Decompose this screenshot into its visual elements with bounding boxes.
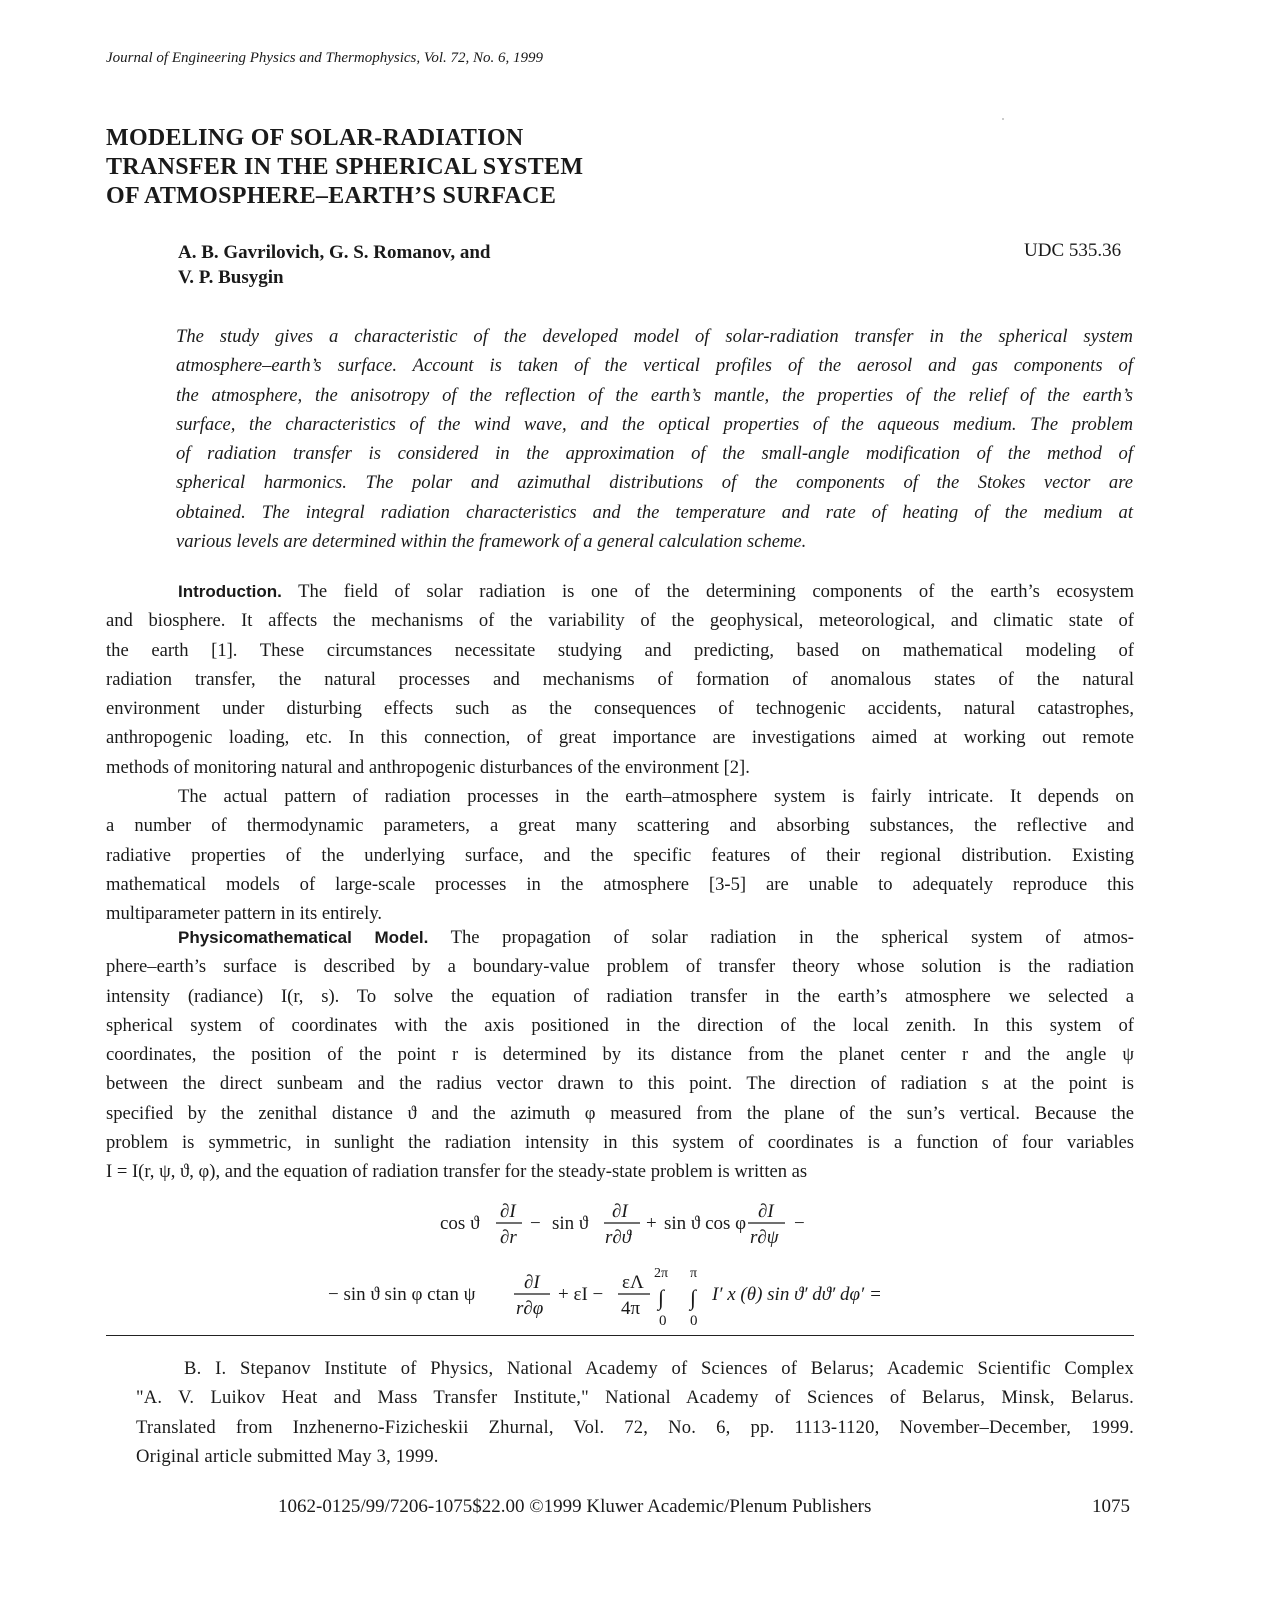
intro-line: the earth [1]. These circumstances necessitate studying and predicting, based on mathematical modeling of <box>106 639 1134 661</box>
footnote-line: Original article submitted May 3, 1999. <box>136 1445 439 1467</box>
article-title <box>106 124 583 211</box>
title-line: MODELING OF SOLAR-RADIATION <box>106 125 524 151</box>
eq-int1-bottom: 0 <box>659 1313 667 1329</box>
abstract-line: spherical harmonics. The polar and azimuthal distributions of the components of the Stokes vector are <box>176 472 1133 494</box>
abstract-line: of radiation transfer is considered in the approximation of the small-angle modification of the method of <box>176 443 1133 465</box>
equation-line-2 <box>328 1263 928 1329</box>
model-line: coordinates, the position of the point r is determined by its distance from the planet center r and the angle ψ <box>106 1044 1134 1066</box>
scan-speck <box>1002 118 1004 120</box>
eq-plus-1: + <box>646 1213 657 1234</box>
eq-minus-1: − <box>530 1213 541 1234</box>
eq-dI-4: ∂I <box>524 1272 540 1293</box>
title-line: OF ATMOSPHERE–EARTH’S SURFACE <box>106 183 557 209</box>
para2-line: radiative properties of the underlying surface, and the specific features of their regional distribution. Existing <box>106 844 1134 866</box>
eq-eps-num: εΛ <box>622 1272 644 1293</box>
model-first-text: The propagation of solar radiation in the spherical system of atmos- <box>428 927 1134 948</box>
intro-first-line <box>106 577 1134 606</box>
footnote-divider <box>106 1335 1134 1336</box>
footnote-line: B. I. Stepanov Institute of Physics, National Academy of Sciences of Belarus; Academic Scientific Complex <box>184 1358 1134 1379</box>
model-first-line <box>106 923 1134 952</box>
abstract-line: various levels are determined within the framework of a general calculation scheme. <box>176 531 807 553</box>
second-paragraph <box>106 782 1134 928</box>
abstract <box>176 322 1133 556</box>
para2-line: mathematical models of large-scale processes in the atmosphere [3-5] are unable to adequately reproduce this <box>106 873 1134 895</box>
abstract-line: atmosphere–earth’s surface. Account is taken of the vertical profiles of the aerosol and gas components of <box>176 355 1133 377</box>
equation-line-1 <box>440 1197 840 1257</box>
eq-minus-2: − <box>794 1213 805 1234</box>
para2-line: The actual pattern of radiation processes in the earth–atmosphere system is fairly intricate. It depends on <box>178 786 1134 807</box>
intro-line: anthropogenic loading, etc. In this connection, of great importance are investigations aimed at working out remote <box>106 727 1134 749</box>
eq-int2-top: π <box>690 1266 698 1281</box>
introduction-paragraph <box>106 577 1134 782</box>
model-line: between the direct sunbeam and the radius vector drawn to this point. The direction of radiation s at the point is <box>106 1073 1134 1095</box>
eq-dI-3: ∂I <box>758 1201 774 1222</box>
abstract-line: the atmosphere, the anisotropy of the reflection of the earth’s mantle, the properties of the relief of the earth’s <box>176 384 1133 406</box>
eq-integrand: I′ x (θ) sin ϑ′ dϑ′ dφ′ = <box>712 1284 882 1305</box>
model-line: spherical system of coordinates with the axis positioned in the direction of the local zenith. In this system of <box>106 1014 1134 1036</box>
footnote <box>136 1354 1134 1471</box>
eq-dr: ∂r <box>500 1227 517 1248</box>
eq-dI-2: ∂I <box>612 1201 628 1222</box>
udc-code: UDC 535.36 <box>1024 240 1122 261</box>
model-paragraph <box>106 923 1134 1187</box>
eq-sin: sin ϑ <box>552 1213 589 1234</box>
author-line: V. P. Busygin <box>178 267 284 288</box>
para2-line: multiparameter pattern in its entirely. <box>106 903 383 925</box>
eq-eps-den: 4π <box>621 1298 641 1319</box>
authors <box>178 240 491 290</box>
intro-first-text: The field of solar radiation is one of the determining components of the earth’s ecosystem <box>281 581 1134 602</box>
para2-line: a number of thermodynamic parameters, a great many scattering and absorbing substances, the reflective and <box>106 815 1134 837</box>
abstract-line: obtained. The integral radiation characteristics and the temperature and rate of heating of the medium at <box>176 501 1133 523</box>
model-line: I = I(r, ψ, ϑ, φ), and the equation of radiation transfer for the steady-state problem is written as <box>106 1161 808 1183</box>
intro-line: and biosphere. It affects the mechanisms of the variability of the geophysical, meteorological, and climatic state of <box>106 610 1134 632</box>
intro-line: environment under disturbing effects such as the consequences of technogenic accidents, natural catastrophes, <box>106 698 1134 720</box>
intro-line: radiation transfer, the natural processes and mechanisms of formation of anomalous states of the natural <box>106 668 1134 690</box>
model-line: problem is symmetric, in sunlight the radiation intensity in this system of coordinates is a function of four variables <box>106 1132 1134 1154</box>
abstract-line: surface, the characteristics of the wind wave, and the optical properties of the aqueous medium. The problem <box>176 413 1133 435</box>
intro-heading: Introduction. <box>178 582 282 601</box>
model-heading: Physicomathematical Model. <box>178 928 429 947</box>
eq-cos: cos ϑ <box>440 1213 480 1234</box>
author-line: A. B. Gavrilovich, G. S. Romanov, and <box>178 242 491 263</box>
footnote-line: Translated from Inzhenerno-Fizicheskii Zhurnal, Vol. 72, No. 6, pp. 1113-1120, November–December, 1999. <box>136 1416 1134 1438</box>
intro-line: methods of monitoring natural and anthropogenic disturbances of the environment [2]. <box>106 756 750 778</box>
eq-rdtheta: r∂ϑ <box>605 1227 632 1248</box>
title-line: TRANSFER IN THE SPHERICAL SYSTEM <box>106 154 584 180</box>
footnote-line: "A. V. Luikov Heat and Mass Transfer Institute," National Academy of Sciences of Belarus, Minsk, Belarus. <box>136 1387 1134 1409</box>
eq-int2-bottom: 0 <box>690 1313 698 1329</box>
eq-int2-sym: ∫ <box>690 1285 697 1310</box>
page-number: 1075 <box>1092 1496 1130 1517</box>
eq-line2-start: − sin ϑ sin φ ctan ψ <box>328 1284 476 1305</box>
model-line: intensity (radiance) I(r, s). To solve the equation of radiation transfer in the earth’s atmosphere we selected a <box>106 985 1134 1007</box>
eq-sincos: sin ϑ cos φ <box>664 1213 747 1234</box>
abstract-line: The study gives a characteristic of the developed model of solar-radiation transfer in the spherical system <box>176 326 1133 347</box>
model-line: specified by the zenithal distance ϑ and the azimuth φ measured from the plane of the sun’s vertical. Because the <box>106 1102 1134 1124</box>
copyright-line: 1062-0125/99/7206-1075$22.00 ©1999 Kluwer Academic/Plenum Publishers <box>278 1496 872 1517</box>
eq-eps-term: + εI − <box>558 1284 604 1305</box>
eq-rdphi: r∂φ <box>516 1298 544 1319</box>
eq-rdpsi: r∂ψ <box>750 1227 779 1248</box>
eq-int1-sym: ∫ <box>658 1285 665 1310</box>
eq-dI-1: ∂I <box>500 1201 516 1222</box>
eq-int1-top: 2π <box>654 1266 669 1281</box>
model-line: phere–earth’s surface is described by a boundary-value problem of transfer theory whose solution is the radiation <box>106 956 1134 978</box>
journal-header: Journal of Engineering Physics and Thermophysics, Vol. 72, No. 6, 1999 <box>106 50 544 66</box>
